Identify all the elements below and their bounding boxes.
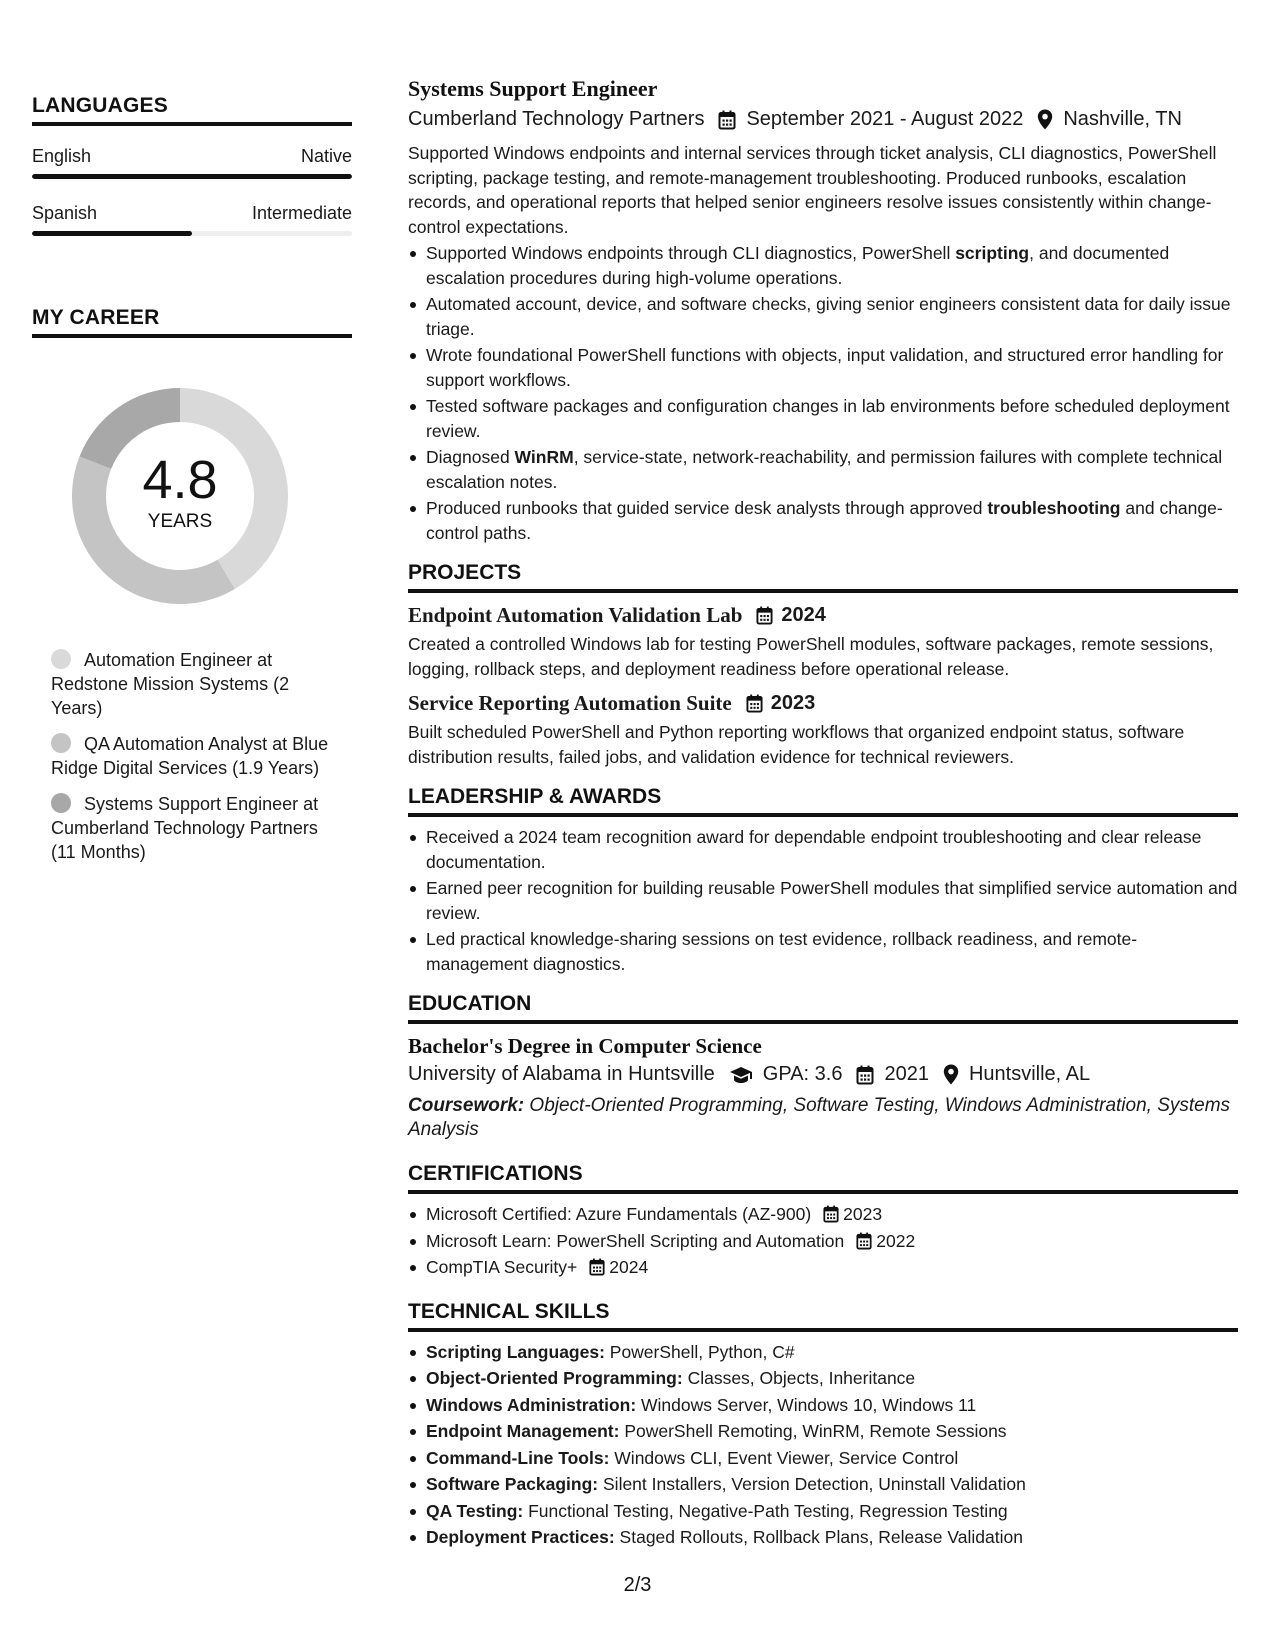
project-item xyxy=(408,603,1238,681)
job-title: Systems Support Engineer xyxy=(408,76,658,101)
languages-heading: LANGUAGES xyxy=(32,94,352,126)
legend-swatch xyxy=(51,649,71,669)
graduation-cap-icon xyxy=(729,1066,753,1084)
language-level-bar xyxy=(32,174,352,179)
job-bullet: Tested software packages and configuration changes in lab environments before scheduled deployment review. xyxy=(408,394,1238,443)
legend-swatch xyxy=(51,793,71,813)
skill-category: Deployment Practices: xyxy=(426,1527,615,1547)
coursework-list: Object-Oriented Programming, Software Testing, Windows Administration, Systems Analysis xyxy=(408,1095,1231,1140)
skill-category: Scripting Languages: xyxy=(426,1341,605,1362)
language-item xyxy=(32,146,352,179)
coursework xyxy=(408,1094,1238,1142)
skill-values: PowerShell, Python, C# xyxy=(604,1341,795,1362)
leadership-list xyxy=(408,825,1238,976)
project-item xyxy=(408,691,1238,769)
map-pin-icon xyxy=(1037,109,1053,130)
certifications-heading: CERTIFICATIONS xyxy=(408,1162,1238,1194)
project-name: Endpoint Automation Validation Lab xyxy=(408,603,743,627)
gpa: GPA: 3.6 xyxy=(762,1063,843,1085)
career-donut-chart xyxy=(66,382,294,610)
education-heading: EDUCATION xyxy=(408,992,1238,1024)
skill-category: Endpoint Management: xyxy=(426,1421,620,1441)
skill-item xyxy=(408,1419,1238,1444)
skill-item xyxy=(408,1525,1238,1550)
education-entry xyxy=(408,1034,1238,1142)
skill-category: QA Testing: xyxy=(426,1500,524,1521)
skill-values: PowerShell Remoting, WinRM, Remote Sessions xyxy=(619,1421,1007,1441)
skill-item xyxy=(408,1472,1238,1497)
skill-values: Staged Rollouts, Rollback Plans, Release Validation xyxy=(614,1527,1023,1547)
certification-item: Microsoft Learn: PowerShell Scripting and Automation 2022 xyxy=(408,1229,1238,1254)
language-level-fill xyxy=(32,174,352,179)
skill-values: Windows Server, Windows 10, Windows 11 xyxy=(636,1394,977,1415)
certifications-list xyxy=(408,1202,1238,1280)
graduation-year: 2021 xyxy=(884,1063,929,1085)
leadership-item: Received a 2024 team recognition award for dependable endpoint troubleshooting and clear release documentation. xyxy=(408,825,1238,874)
skill-category: Command-Line Tools: xyxy=(426,1447,610,1468)
career-total-unit: YEARS xyxy=(147,511,213,532)
skill-item xyxy=(408,1340,1238,1365)
skill-item xyxy=(408,1499,1238,1524)
language-level: Intermediate xyxy=(251,203,352,223)
skill-category: Windows Administration: xyxy=(426,1394,637,1415)
career-legend-item xyxy=(51,648,341,720)
language-level-fill xyxy=(32,231,192,236)
career-total-value: 4.8 xyxy=(142,450,218,510)
projects-heading: PROJECTS xyxy=(408,561,1238,593)
certification-year: 2022 xyxy=(876,1230,916,1251)
job-meta xyxy=(408,108,1238,131)
skills-heading: TECHNICAL SKILLS xyxy=(408,1300,1238,1332)
calendar-icon xyxy=(823,1205,839,1223)
school-name: University of Alabama in Huntsville xyxy=(408,1063,715,1085)
job-bullet: Wrote foundational PowerShell functions with objects, input validation, and structured error handling for support workflows. xyxy=(408,343,1238,392)
skill-item xyxy=(408,1366,1238,1391)
career-legend-label: Systems Support Engineer at Cumberland Technology Partners (11 Months) xyxy=(51,794,319,862)
certification-item: CompTIA Security+ 2024 xyxy=(408,1255,1238,1280)
skill-category: Object-Oriented Programming: xyxy=(426,1368,683,1388)
language-name: Spanish xyxy=(32,203,98,223)
career-section xyxy=(32,306,352,864)
skills-list xyxy=(408,1340,1238,1550)
calendar-icon xyxy=(718,110,736,130)
sidebar xyxy=(32,94,352,876)
job-bullet: Produced runbooks that guided service desk analysts through approved troubleshooting and change-control paths. xyxy=(408,496,1238,545)
project-year: 2024 xyxy=(781,604,826,626)
job-location: Nashville, TN xyxy=(1063,108,1182,130)
map-pin-icon xyxy=(943,1064,959,1085)
legend-swatch xyxy=(51,733,71,753)
job-bullet: Diagnosed WinRM, service-state, network-reachability, and permission failures with complete technical escalation notes. xyxy=(408,445,1238,494)
certification-year: 2023 xyxy=(843,1204,883,1224)
project-description: Created a controlled Windows lab for testing PowerShell modules, software packages, remote sessions, logging, rollback steps, and deployment readiness before operational release. xyxy=(408,634,1214,679)
skill-category: Software Packaging: xyxy=(426,1474,599,1494)
language-item xyxy=(32,203,352,236)
job-bullet: Supported Windows endpoints through CLI diagnostics, PowerShell scripting, and documented escalation procedures during high-volume operations. xyxy=(408,241,1238,290)
skill-values: Classes, Objects, Inheritance xyxy=(682,1368,916,1388)
career-legend-label: Automation Engineer at Redstone Mission Systems (2 Years) xyxy=(51,650,290,718)
page-number: 2/3 xyxy=(623,1574,652,1596)
project-name: Service Reporting Automation Suite xyxy=(408,691,732,715)
project-year: 2023 xyxy=(770,692,816,714)
job-bullet: Automated account, device, and software checks, giving senior engineers consistent data for daily issue triage. xyxy=(408,292,1238,341)
project-description: Built scheduled PowerShell and Python reporting workflows that organized endpoint status, software distribution results, failed jobs, and validation evidence for technical reviewers. xyxy=(408,722,1185,767)
career-legend-item xyxy=(51,792,341,864)
leadership-item: Led practical knowledge-sharing sessions on test evidence, rollback readiness, and remote-management diagnostics. xyxy=(408,927,1238,976)
skill-values: Silent Installers, Version Detection, Uninstall Validation xyxy=(598,1474,1026,1494)
company-name: Cumberland Technology Partners xyxy=(408,108,705,130)
skill-values: Windows CLI, Event Viewer, Service Control xyxy=(609,1447,959,1468)
job-dates: September 2021 - August 2022 xyxy=(746,108,1024,130)
education-meta xyxy=(408,1063,1238,1086)
leadership-heading: LEADERSHIP & AWARDS xyxy=(408,785,1238,817)
language-level: Native xyxy=(300,146,352,166)
experience-entry xyxy=(408,76,1238,545)
skill-item xyxy=(408,1393,1238,1418)
school-location: Huntsville, AL xyxy=(968,1063,1091,1085)
job-bullets xyxy=(408,241,1238,545)
language-level-bar xyxy=(32,231,352,236)
coursework-label: Coursework: xyxy=(408,1095,525,1116)
language-name: English xyxy=(32,146,92,166)
certification-item: Microsoft Certified: Azure Fundamentals (AZ-900) 2023 xyxy=(408,1202,1238,1227)
calendar-icon xyxy=(856,1232,872,1250)
calendar-icon xyxy=(756,606,773,625)
career-legend-label: QA Automation Analyst at Blue Ridge Digital Services (1.9 Years) xyxy=(51,734,329,778)
career-heading: MY CAREER xyxy=(32,306,352,338)
certification-year: 2024 xyxy=(609,1257,649,1277)
main-content xyxy=(408,76,1238,1552)
career-legend xyxy=(32,648,352,864)
calendar-icon xyxy=(746,694,763,713)
skill-item xyxy=(408,1446,1238,1471)
degree-name: Bachelor's Degree in Computer Science xyxy=(408,1034,762,1058)
job-summary: Supported Windows endpoints and internal services through ticket analysis, CLI diagnostics, PowerShell scripting, package testing, and remote-management troubleshooting. Produced runbooks, escalation records, and operational reports that helped senior engineers resolve issues consistently within change-control expectations. xyxy=(408,143,1217,237)
career-legend-item xyxy=(51,732,341,780)
calendar-icon xyxy=(856,1065,874,1085)
skill-values: Functional Testing, Negative-Path Testing, Regression Testing xyxy=(523,1500,1008,1521)
leadership-item: Earned peer recognition for building reusable PowerShell modules that simplified service automation and review. xyxy=(408,876,1238,925)
calendar-icon xyxy=(589,1258,605,1276)
